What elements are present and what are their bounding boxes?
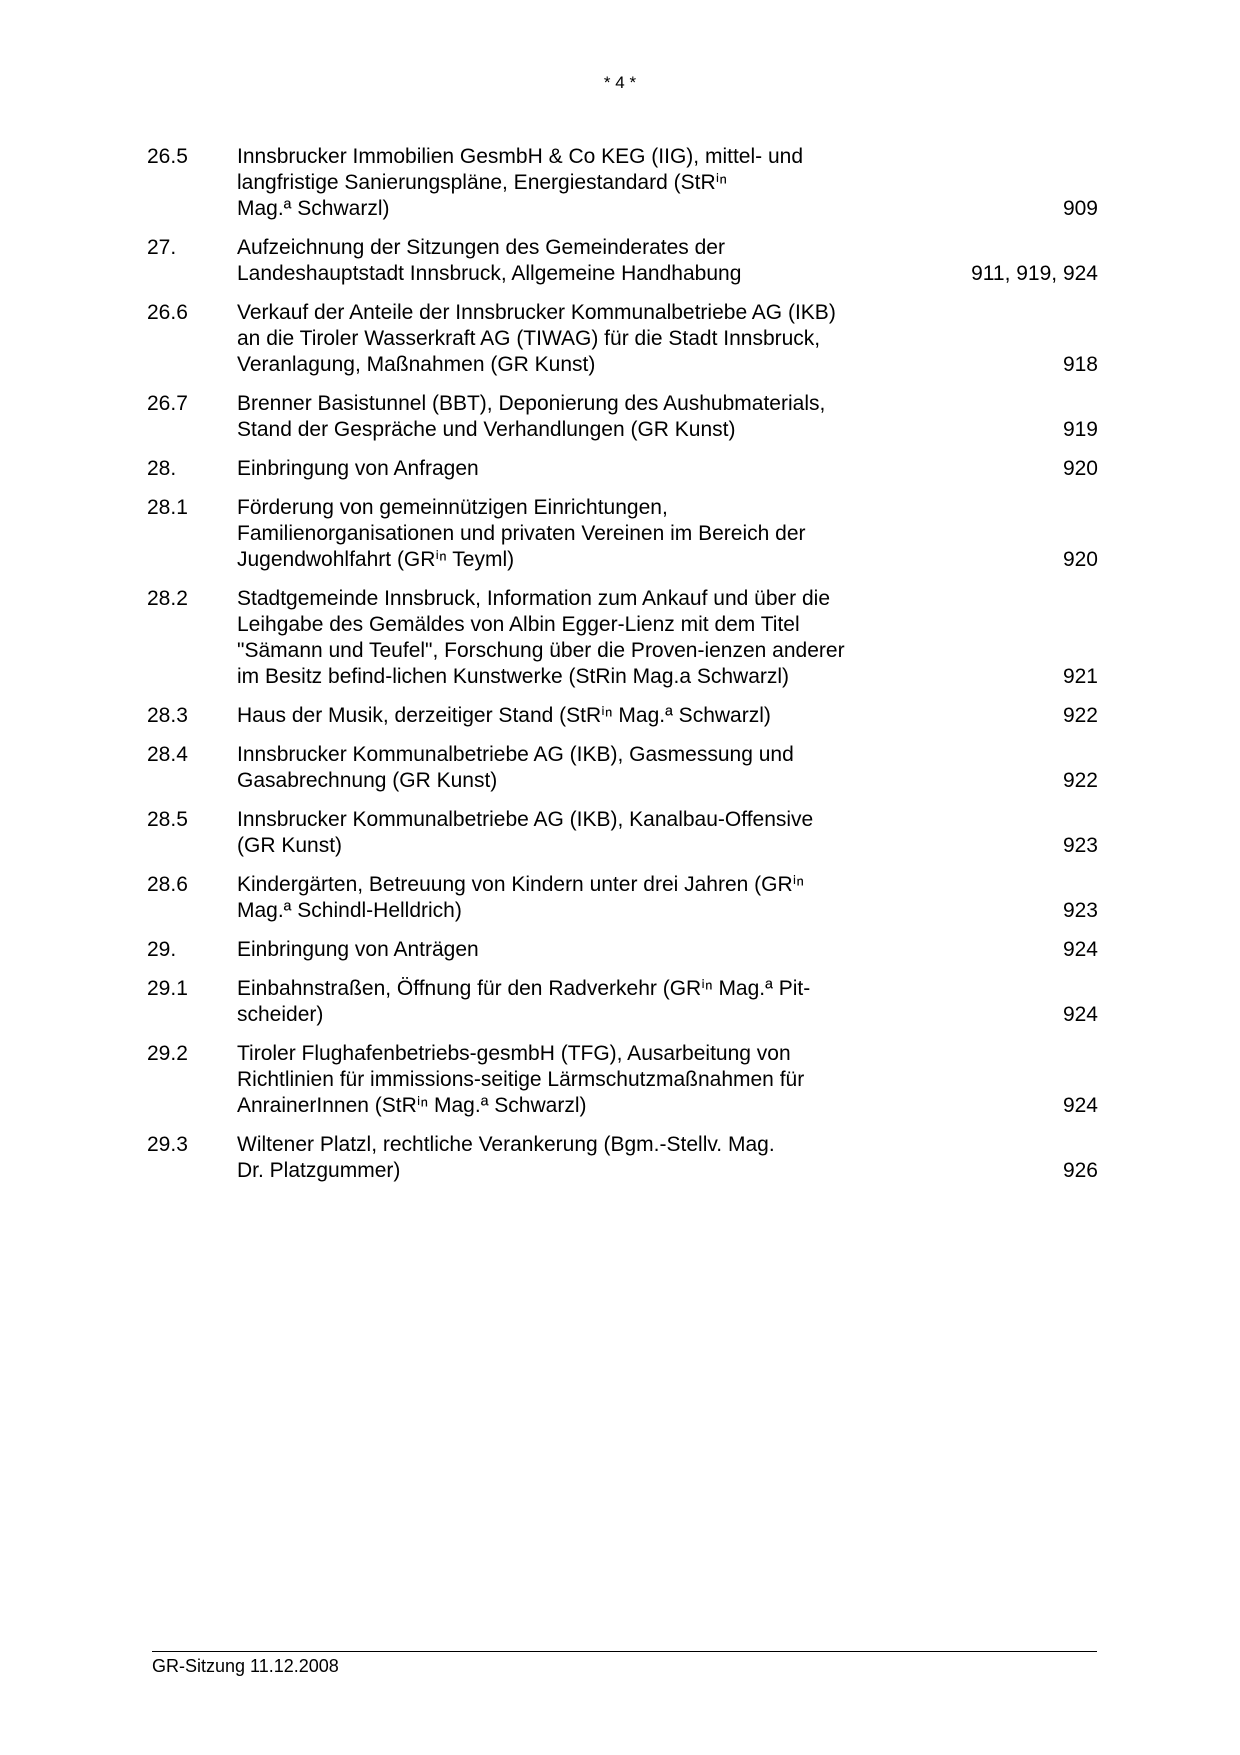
toc-entry — [147, 456, 1098, 482]
toc-entry — [147, 742, 1098, 794]
toc-entry-number: 28.1 — [147, 496, 188, 519]
toc-entry — [147, 391, 1098, 443]
toc-entry — [147, 807, 1098, 859]
toc-entry-pages: 926 — [1062, 1159, 1098, 1182]
toc-entry-title — [237, 391, 1063, 443]
toc-entry-title-line: Innsbrucker Kommunalbetriebe AG (IKB), Kanalbau-Offensive — [237, 808, 814, 831]
toc-entry-title-line: Brenner Basistunnel (BBT), Deponierung des Aushubmaterials, — [237, 392, 826, 415]
toc-entry-title — [237, 144, 1063, 222]
toc-entry-title — [237, 872, 1063, 924]
footer-session-date: GR-Sitzung 11.12.2008 — [152, 1656, 339, 1676]
toc-entry — [147, 1132, 1098, 1184]
toc-entry-title-line: im Besitz befind-lichen Kunstwerke (StRin Mag.a Schwarzl) — [237, 665, 790, 688]
toc-entry-number: 29. — [147, 938, 177, 961]
toc-entry-title — [237, 495, 1063, 573]
toc-entry-title — [237, 976, 1063, 1028]
toc-entry-title-line: Stadtgemeinde Innsbruck, Information zum Ankauf und über die — [237, 587, 831, 610]
toc-entry — [147, 872, 1098, 924]
toc-entry-title-line: Wiltener Platzl, rechtliche Verankerung (Bgm.-Stellv. Mag. — [237, 1133, 775, 1156]
toc-entry-title-line: an die Tiroler Wasserkraft AG (TIWAG) für die Stadt Innsbruck, — [237, 327, 821, 350]
toc-entry-title — [237, 586, 1063, 690]
page-number: * 4 * — [603, 73, 637, 92]
toc-entry-title — [237, 1041, 1063, 1119]
toc-entry-title-line: (GR Kunst) — [237, 834, 343, 857]
toc-entry-number: 26.7 — [147, 392, 188, 415]
toc-entry-title-line: Jugendwohlfahrt (GRⁱⁿ Teyml) — [237, 548, 515, 571]
toc-entry-pages: 921 — [1062, 665, 1098, 688]
footer-divider — [152, 1651, 1097, 1652]
toc-entry-pages: 922 — [1062, 704, 1098, 727]
toc-entry — [147, 495, 1098, 573]
toc-entry — [147, 586, 1098, 690]
toc-entry-title-line: Verkauf der Anteile der Innsbrucker Kommunalbetriebe AG (IKB) — [237, 301, 836, 324]
toc-entry-title-line: Einbringung von Anfragen — [237, 457, 479, 480]
toc-entry-title — [237, 742, 1063, 794]
toc-entry-pages: 923 — [1062, 899, 1098, 922]
toc-entry-number: 28.3 — [147, 704, 188, 727]
toc-entry-title-line: Einbringung von Anträgen — [237, 938, 479, 961]
toc-entry-title-line: Mag.ª Schwarzl) — [237, 197, 390, 220]
toc-entry-pages: 924 — [1062, 938, 1098, 961]
toc-entry-number: 29.3 — [147, 1133, 188, 1156]
toc-entry-title-line: scheider) — [237, 1003, 324, 1026]
toc-entry-title-line: Förderung von gemeinnützigen Einrichtungen, — [237, 496, 668, 519]
toc-entry-title-line: Tiroler Flughafenbetriebs-gesmbH (TFG), Ausarbeitung von — [237, 1042, 791, 1065]
toc-entry — [147, 235, 1098, 287]
toc-entry-number: 28.4 — [147, 743, 188, 766]
toc-entry-title-line: Kindergärten, Betreuung von Kindern unter drei Jahren (GRⁱⁿ — [237, 873, 805, 896]
toc-entry-title-line: Gasabrechnung (GR Kunst) — [237, 769, 498, 792]
toc-entry-number: 28.2 — [147, 587, 188, 610]
toc-entry-number: 26.6 — [147, 301, 188, 324]
toc-entry-title-line: "Sämann und Teufel", Forschung über die Proven-ienzen anderer — [237, 639, 845, 662]
toc-entry-number: 28.5 — [147, 808, 188, 831]
toc-entry-title — [237, 300, 1063, 378]
toc-entry-title — [237, 1132, 1063, 1184]
toc-entry-pages: 918 — [1062, 353, 1098, 376]
toc-entry-pages: 920 — [1062, 457, 1098, 480]
toc-entry-number: 29.2 — [147, 1042, 188, 1065]
toc-entry-number: 27. — [147, 236, 177, 259]
toc-entry-title — [237, 807, 1063, 859]
toc-entry-pages: 923 — [1062, 834, 1098, 857]
toc-entry-pages: 919 — [1062, 418, 1098, 441]
toc-entry — [147, 976, 1098, 1028]
toc-entry — [147, 703, 1098, 729]
toc-entry-pages: 924 — [1062, 1003, 1098, 1026]
toc-entry-title-line: Familienorganisationen und privaten Vereinen im Bereich der — [237, 522, 806, 545]
toc-entry-number: 28. — [147, 457, 177, 480]
toc-entry-pages: 924 — [1062, 1094, 1098, 1117]
toc-entry-number: 29.1 — [147, 977, 188, 1000]
toc-entry-title-line: langfristige Sanierungspläne, Energiestandard (StRⁱⁿ — [237, 171, 728, 194]
toc-entry-title-line: Leihgabe des Gemäldes von Albin Egger-Lienz mit dem Titel — [237, 613, 800, 636]
toc-entry-number: 28.6 — [147, 873, 188, 896]
toc-entry-title — [237, 703, 1063, 729]
toc-entry-title-line: Stand der Gespräche und Verhandlungen (GR Kunst) — [237, 418, 736, 441]
toc-entry-title — [237, 456, 1063, 482]
toc-entry-pages: 920 — [1062, 548, 1098, 571]
toc-entry-title-line: Richtlinien für immissions-seitige Lärmschutzmaßnahmen für — [237, 1068, 805, 1091]
toc-entry-title-line: AnrainerInnen (StRⁱⁿ Mag.ª Schwarzl) — [237, 1094, 587, 1117]
toc-entry-title-line: Aufzeichnung der Sitzungen des Gemeinderates der — [237, 236, 725, 259]
toc-entry-pages: 922 — [1062, 769, 1098, 792]
toc-entry-title-line: Mag.ª Schindl-Helldrich) — [237, 899, 462, 922]
toc-entry-title — [237, 937, 1063, 963]
toc-entry — [147, 1041, 1098, 1119]
toc-entry-number: 26.5 — [147, 145, 188, 168]
toc-entry-pages: 911, 919, 924 — [971, 262, 1098, 285]
toc-entry-title-line: Innsbrucker Kommunalbetriebe AG (IKB), Gasmessung und — [237, 743, 794, 766]
toc-entry-title-line: Landeshauptstadt Innsbruck, Allgemeine Handhabung — [237, 262, 742, 285]
toc-entry — [147, 144, 1098, 222]
toc-entry-pages: 909 — [1062, 197, 1098, 220]
toc-entry — [147, 937, 1098, 963]
toc-entry-title-line: Einbahnstraßen, Öffnung für den Radverkehr (GRⁱⁿ Mag.ª Pit- — [237, 977, 811, 1000]
toc-entry-title — [237, 235, 971, 287]
toc-entry-title-line: Dr. Platzgummer) — [237, 1159, 401, 1182]
table-of-contents — [147, 144, 1098, 1197]
toc-entry-title-line: Innsbrucker Immobilien GesmbH & Co KEG (IIG), mittel- und — [237, 145, 804, 168]
toc-entry-title-line: Veranlagung, Maßnahmen (GR Kunst) — [237, 353, 596, 376]
toc-entry-title-line: Haus der Musik, derzeitiger Stand (StRⁱⁿ Mag.ª Schwarzl) — [237, 704, 771, 727]
toc-entry — [147, 300, 1098, 378]
